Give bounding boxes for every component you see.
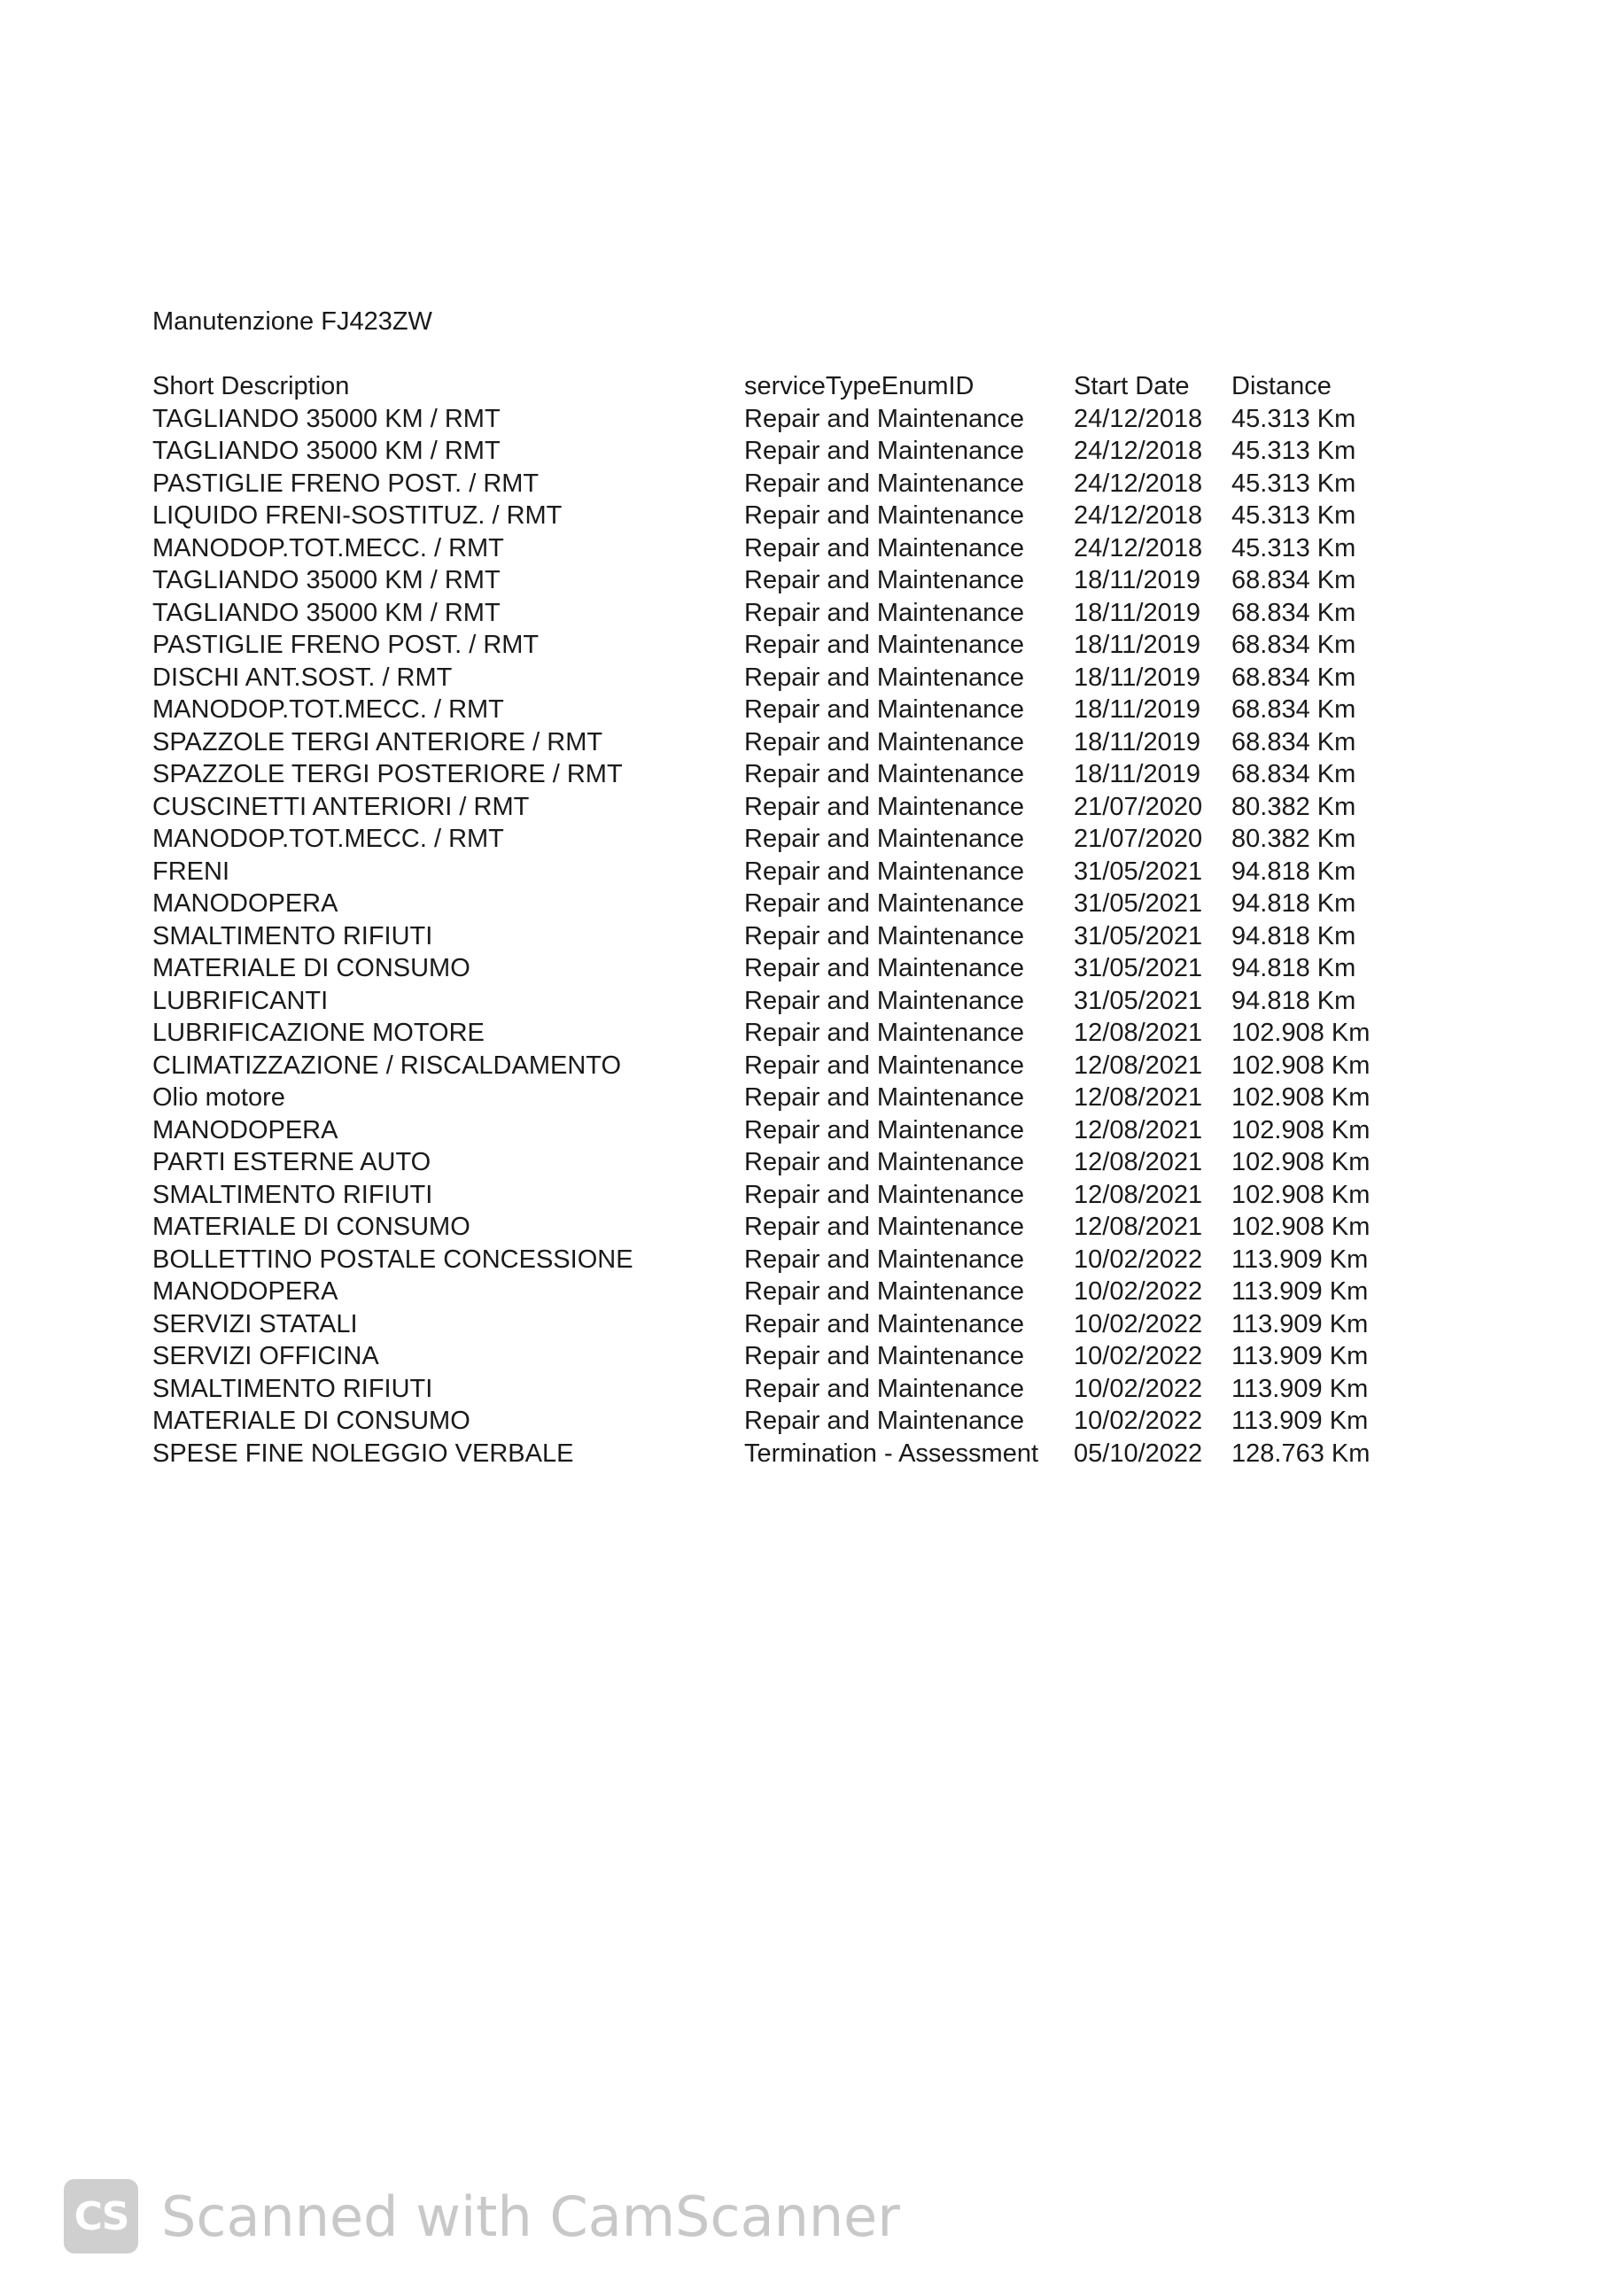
cell-distance: 113.909 Km	[1231, 1374, 1369, 1403]
cell-distance: 68.834 Km	[1231, 631, 1356, 659]
cell-distance: 45.313 Km	[1231, 437, 1356, 465]
cell-service-type: Repair and Maintenance	[744, 469, 1024, 498]
cell-start-date: 05/10/2022	[1074, 1439, 1203, 1468]
cell-distance: 102.908 Km	[1231, 1051, 1371, 1080]
cell-short-description: Olio motore	[152, 1083, 285, 1112]
cell-distance: 94.818 Km	[1231, 889, 1356, 918]
cell-service-type: Repair and Maintenance	[744, 889, 1024, 918]
document-title: Manutenzione FJ423ZW	[152, 307, 432, 336]
cell-start-date: 18/11/2019	[1074, 760, 1200, 788]
cell-short-description: MANODOP.TOT.MECC. / RMT	[152, 825, 504, 853]
cell-start-date: 18/11/2019	[1074, 631, 1200, 659]
cell-service-type: Repair and Maintenance	[744, 1213, 1024, 1241]
cell-short-description: SMALTIMENTO RIFIUTI	[152, 1180, 433, 1209]
cell-short-description: FRENI	[152, 857, 229, 886]
cell-service-type: Repair and Maintenance	[744, 857, 1024, 886]
cell-service-type: Repair and Maintenance	[744, 1374, 1024, 1403]
cell-short-description: DISCHI ANT.SOST. / RMT	[152, 663, 453, 692]
cell-distance: 80.382 Km	[1231, 825, 1356, 853]
cell-distance: 68.834 Km	[1231, 760, 1356, 788]
cell-short-description: LUBRIFICAZIONE MOTORE	[152, 1019, 485, 1047]
cell-service-type: Repair and Maintenance	[744, 695, 1024, 724]
cell-short-description: MANODOPERA	[152, 1115, 338, 1144]
cell-short-description: SMALTIMENTO RIFIUTI	[152, 1374, 433, 1403]
cell-start-date: 10/02/2022	[1074, 1342, 1203, 1370]
cell-start-date: 18/11/2019	[1074, 566, 1200, 594]
cell-distance: 102.908 Km	[1231, 1019, 1371, 1047]
cell-start-date: 31/05/2021	[1074, 857, 1203, 886]
cell-distance: 68.834 Km	[1231, 695, 1356, 724]
cell-service-type: Repair and Maintenance	[744, 1115, 1024, 1144]
cell-distance: 80.382 Km	[1231, 792, 1356, 821]
cell-service-type: Repair and Maintenance	[744, 825, 1024, 853]
camscanner-logo-icon	[64, 2179, 138, 2253]
cell-start-date: 31/05/2021	[1074, 921, 1203, 950]
cell-start-date: 10/02/2022	[1074, 1309, 1203, 1338]
cell-short-description: MANODOPERA	[152, 889, 338, 918]
cell-short-description: CUSCINETTI ANTERIORI / RMT	[152, 792, 530, 821]
cell-start-date: 10/02/2022	[1074, 1407, 1203, 1435]
watermark-text: Scanned with CamScanner	[161, 2184, 900, 2249]
cell-short-description: TAGLIANDO 35000 KM / RMT	[152, 404, 501, 433]
cell-start-date: 10/02/2022	[1074, 1374, 1203, 1403]
cell-start-date: 31/05/2021	[1074, 954, 1203, 982]
cell-distance: 68.834 Km	[1231, 598, 1356, 627]
cell-distance: 113.909 Km	[1231, 1407, 1369, 1435]
cell-short-description: PARTI ESTERNE AUTO	[152, 1148, 431, 1176]
cell-start-date: 12/08/2021	[1074, 1051, 1203, 1080]
cell-start-date: 21/07/2020	[1074, 792, 1203, 821]
cell-short-description: LUBRIFICANTI	[152, 986, 329, 1015]
cell-distance: 45.313 Km	[1231, 533, 1356, 562]
cell-start-date: 12/08/2021	[1074, 1019, 1203, 1047]
cell-distance: 68.834 Km	[1231, 727, 1356, 756]
cell-distance: 102.908 Km	[1231, 1148, 1371, 1176]
cell-service-type: Repair and Maintenance	[744, 598, 1024, 627]
cell-short-description: MATERIALE DI CONSUMO	[152, 1213, 470, 1241]
cell-start-date: 24/12/2018	[1074, 437, 1203, 465]
cell-short-description: CLIMATIZZAZIONE / RISCALDAMENTO	[152, 1051, 622, 1080]
cell-service-type: Repair and Maintenance	[744, 1019, 1024, 1047]
cell-start-date: 12/08/2021	[1074, 1083, 1203, 1112]
cell-service-type: Repair and Maintenance	[744, 1180, 1024, 1209]
cell-distance: 113.909 Km	[1231, 1309, 1369, 1338]
cell-distance: 102.908 Km	[1231, 1213, 1371, 1241]
cell-short-description: TAGLIANDO 35000 KM / RMT	[152, 566, 501, 594]
cell-distance: 113.909 Km	[1231, 1277, 1369, 1306]
camscanner-logo-text: CS	[74, 2193, 128, 2239]
cell-distance: 94.818 Km	[1231, 954, 1356, 982]
cell-short-description: MATERIALE DI CONSUMO	[152, 1407, 470, 1435]
cell-service-type: Repair and Maintenance	[744, 404, 1024, 433]
cell-service-type: Repair and Maintenance	[744, 1245, 1024, 1274]
cell-short-description: MATERIALE DI CONSUMO	[152, 954, 470, 982]
cell-service-type: Repair and Maintenance	[744, 1342, 1024, 1370]
cell-distance: 45.313 Km	[1231, 404, 1356, 433]
cell-distance: 128.763 Km	[1231, 1439, 1371, 1468]
cell-distance: 68.834 Km	[1231, 663, 1356, 692]
cell-short-description: SERVIZI STATALI	[152, 1309, 358, 1338]
cell-service-type: Repair and Maintenance	[744, 566, 1024, 594]
cell-service-type: Repair and Maintenance	[744, 663, 1024, 692]
cell-distance: 94.818 Km	[1231, 857, 1356, 886]
cell-start-date: 31/05/2021	[1074, 986, 1203, 1015]
cell-start-date: 24/12/2018	[1074, 501, 1203, 530]
cell-distance: 102.908 Km	[1231, 1180, 1371, 1209]
cell-start-date: 24/12/2018	[1074, 533, 1203, 562]
cell-start-date: 12/08/2021	[1074, 1115, 1203, 1144]
header-short-description: Short Description	[152, 372, 350, 400]
cell-service-type: Repair and Maintenance	[744, 954, 1024, 982]
cell-service-type: Repair and Maintenance	[744, 792, 1024, 821]
cell-service-type: Repair and Maintenance	[744, 533, 1024, 562]
cell-distance: 113.909 Km	[1231, 1245, 1369, 1274]
cell-start-date: 10/02/2022	[1074, 1245, 1203, 1274]
header-service-type: serviceTypeEnumID	[744, 372, 975, 400]
cell-short-description: SPAZZOLE TERGI POSTERIORE / RMT	[152, 760, 623, 788]
cell-service-type: Repair and Maintenance	[744, 1407, 1024, 1435]
cell-short-description: SMALTIMENTO RIFIUTI	[152, 921, 433, 950]
cell-start-date: 21/07/2020	[1074, 825, 1203, 853]
cell-service-type: Repair and Maintenance	[744, 1309, 1024, 1338]
cell-start-date: 24/12/2018	[1074, 469, 1203, 498]
cell-start-date: 12/08/2021	[1074, 1213, 1203, 1241]
cell-service-type: Repair and Maintenance	[744, 631, 1024, 659]
cell-short-description: SPESE FINE NOLEGGIO VERBALE	[152, 1439, 574, 1468]
cell-short-description: TAGLIANDO 35000 KM / RMT	[152, 598, 501, 627]
cell-distance: 102.908 Km	[1231, 1115, 1371, 1144]
cell-distance: 45.313 Km	[1231, 501, 1356, 530]
cell-service-type: Repair and Maintenance	[744, 1051, 1024, 1080]
cell-short-description: MANODOP.TOT.MECC. / RMT	[152, 533, 504, 562]
cell-short-description: MANODOPERA	[152, 1277, 338, 1306]
cell-service-type: Repair and Maintenance	[744, 1148, 1024, 1176]
cell-service-type: Repair and Maintenance	[744, 727, 1024, 756]
cell-start-date: 18/11/2019	[1074, 695, 1200, 724]
cell-service-type: Repair and Maintenance	[744, 921, 1024, 950]
cell-short-description: SERVIZI OFFICINA	[152, 1342, 379, 1370]
header-distance: Distance	[1231, 372, 1332, 400]
cell-short-description: TAGLIANDO 35000 KM / RMT	[152, 437, 501, 465]
cell-start-date: 12/08/2021	[1074, 1148, 1203, 1176]
cell-distance: 94.818 Km	[1231, 921, 1356, 950]
cell-start-date: 18/11/2019	[1074, 663, 1200, 692]
cell-short-description: SPAZZOLE TERGI ANTERIORE / RMT	[152, 727, 603, 756]
cell-short-description: BOLLETTINO POSTALE CONCESSIONE	[152, 1245, 633, 1274]
cell-distance: 45.313 Km	[1231, 469, 1356, 498]
cell-start-date: 10/02/2022	[1074, 1277, 1203, 1306]
cell-start-date: 18/11/2019	[1074, 598, 1200, 627]
cell-start-date: 24/12/2018	[1074, 404, 1203, 433]
cell-distance: 102.908 Km	[1231, 1083, 1371, 1112]
cell-distance: 113.909 Km	[1231, 1342, 1369, 1370]
cell-start-date: 31/05/2021	[1074, 889, 1203, 918]
cell-service-type: Repair and Maintenance	[744, 437, 1024, 465]
cell-distance: 94.818 Km	[1231, 986, 1356, 1015]
cell-service-type: Repair and Maintenance	[744, 501, 1024, 530]
cell-short-description: PASTIGLIE FRENO POST. / RMT	[152, 631, 540, 659]
cell-start-date: 18/11/2019	[1074, 727, 1200, 756]
cell-short-description: LIQUIDO FRENI-SOSTITUZ. / RMT	[152, 501, 563, 530]
cell-service-type: Repair and Maintenance	[744, 1083, 1024, 1112]
header-start-date: Start Date	[1074, 372, 1190, 400]
camscanner-watermark	[64, 2179, 900, 2253]
cell-short-description: PASTIGLIE FRENO POST. / RMT	[152, 469, 540, 498]
cell-service-type: Termination - Assessment	[744, 1439, 1039, 1468]
cell-distance: 68.834 Km	[1231, 566, 1356, 594]
cell-short-description: MANODOP.TOT.MECC. / RMT	[152, 695, 504, 724]
cell-service-type: Repair and Maintenance	[744, 986, 1024, 1015]
cell-service-type: Repair and Maintenance	[744, 760, 1024, 788]
cell-start-date: 12/08/2021	[1074, 1180, 1203, 1209]
cell-service-type: Repair and Maintenance	[744, 1277, 1024, 1306]
